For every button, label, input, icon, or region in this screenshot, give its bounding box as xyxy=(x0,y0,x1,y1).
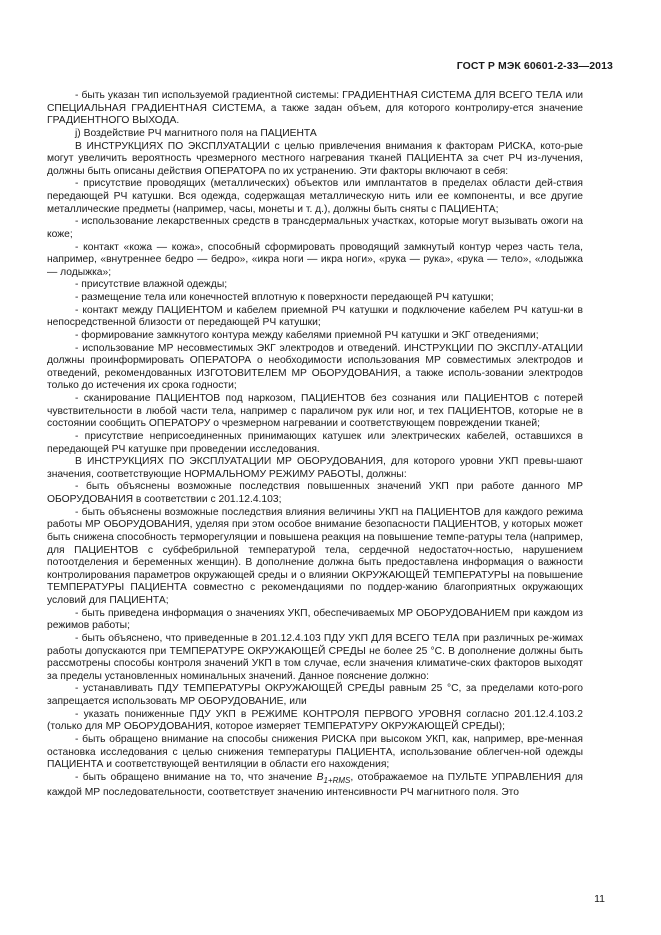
list-item: - контакт между ПАЦИЕНТОМ и кабелем приемной РЧ катушки и подключение кабелем РЧ катуш-ки в непосредственной близости от передающей РЧ катушки; xyxy=(47,304,583,329)
text-before: - быть обращено внимание на то, что значение xyxy=(75,771,317,783)
list-item-b1rms xyxy=(47,772,583,800)
list-item: - использование МР несовместимых ЭКГ электродов и отведений. ИНСТРУКЦИИ ПО ЭКСПЛУ-АТАЦИИ должны проинформировать ОПЕРАТОРА о необходимости использования МР совместимых электродов и отведений, рекомендованных ИЗГОТОВИТЕЛЕМ МР ОБОРУДОВАНИЯ, а также исполь-зовании электродов только до истечения их срока годности; xyxy=(47,342,583,392)
list-item: - присутствие проводящих (металлических) объектов или имплантатов в пределах области дей-ствия передающей РЧ катушки. Вся одежда, содержащая металлическую нить или ее компоненты, и все другие металлические предметы (например, часы, монеты и т. д.), должны быть сняты с ПАЦИЕНТА; xyxy=(47,178,583,215)
b1rms-subscript: 1+RMS xyxy=(323,775,351,785)
list-item: - присутствие неприсоединенных принимающих катушек или электрических кабелей, оставшихся в передающей РЧ катушке при проведении исследования. xyxy=(47,430,583,455)
paragraph: - быть указан тип используемой градиентной системы: ГРАДИЕНТНАЯ СИСТЕМА ДЛЯ ВСЕГО ТЕЛА или СПЕЦИАЛЬНАЯ ГРАДИЕНТНАЯ СИСТЕМА, а также задан объем, для которого контролиру-ется значение ГРАДИЕНТНОГО ВЫХОДА. xyxy=(47,90,583,127)
list-item: - быть обращено внимание на способы снижения РИСКА при высоком УКП, как, например, вре-менная остановка исследования с целью снижения температуры ПАЦИЕНТА, использование облегчен-ной одежды ПАЦИЕНТА и соответствующей вентиляции в области его нахождения; xyxy=(47,733,583,771)
section-heading: j) Воздействие РЧ магнитного поля на ПАЦИЕНТА xyxy=(75,127,317,139)
paragraph: В ИНСТРУКЦИЯХ ПО ЭКСПЛУАТАЦИИ МР ОБОРУДОВАНИЯ, для которого уровни УКП превы-шают значения, соответствующие НОРМАЛЬНОМУ РЕЖИМУ РАБОТЫ, должны: xyxy=(47,456,583,480)
list-item: - устанавливать ПДУ ТЕМПЕРАТУРЫ ОКРУЖАЮЩЕЙ СРЕДЫ равным 25 °С, за пределами кото-рого запрещается использовать МР ОБОРУДОВАНИЕ, или xyxy=(47,683,583,707)
list-item: - использование лекарственных средств в трансдермальных участках, которые могут вызывать ожоги на коже; xyxy=(47,216,583,240)
list-item: - размещение тела или конечностей вплотную к поверхности передающей РЧ катушки; xyxy=(75,292,494,303)
list-item: - быть объяснены возможные последствия повышенных значений УКП при работе данного МР ОБОРУДОВАНИЯ в соответствии с 201.12.4.103; xyxy=(47,481,583,505)
list-item: - быть объяснены возможные последствия влияния величины УКП на ПАЦИЕНТОВ для каждого режима работы МР ОБОРУДОВАНИЯ, уделяя при этом особое внимание безопасности ПАЦИЕНТОВ, у которых может быть снижена способность терморегуляции и повышена реакция на повышение темпе-ратуры тела (например, для ПАЦИЕНТОВ с субфебрильной температурой тела, сердечной недостаточ-ностью, нарушением потоотделения и беременных женщин). В дополнение должна быть предоставлена информация о важности контролирования параметров окружающей среды и о влиянии ОКРУЖАЮЩЕЙ ТЕМПЕРАТУРЫ на повышение ТЕМПЕРАТУРЫ ПАЦИЕНТА совместно с рекомендациями по поддер-жанию благоприятных окружающих условий для ПАЦИЕНТА; xyxy=(47,506,583,606)
list-item: - контакт «кожа — кожа», способный сформировать проводящий замкнутый контур через часть тела, например, «внутреннее бедро — бедро», «икра ноги — икра ноги», «рука — рука», «рука — тело», «лодыжка — лодыжка»; xyxy=(47,241,583,278)
paragraph: В ИНСТРУКЦИЯХ ПО ЭКСПЛУАТАЦИИ с целью привлечения внимания к факторам РИСКА, кото-рые могут увеличить вероятность чрезмерного местного нагревания тканей ПАЦИЕНТА за счет РЧ из-лучения, должны быть описаны действия ОПЕРАТОРА по их устранению. Эти факторы включают в себя: xyxy=(47,140,583,177)
standard-header: ГОСТ Р МЭК 60601-2-33—2013 xyxy=(456,60,613,72)
page-number: 11 xyxy=(594,893,605,905)
list-item: - быть объяснено, что приведенные в 201.12.4.103 ПДУ УКП ДЛЯ ВСЕГО ТЕЛА при различных ре-жимах работы допускаются при ТЕМПЕРАТУРЕ ОКРУЖАЮЩЕЙ СРЕДЫ не более 25 °С. В дополнение должны быть рассмотрены способы контроля значений УКП в том случае, если значения климатиче-ских факторов выходят за пределы установленных номинальных значений. Данное пояснение должно: xyxy=(47,632,583,682)
text-after: , отображаемое на ПУЛЬТЕ УПРАВЛЕНИЯ для каждой МР последовательности, соответствует значению интенсивности РЧ магнитного поля. Это xyxy=(47,771,583,799)
document-body xyxy=(47,90,583,800)
list-item: - сканирование ПАЦИЕНТОВ под наркозом, ПАЦИЕНТОВ без сознания или ПАЦИЕНТОВ с потерей чувствительности в любой части тела, например с параличом рук или ног, и тех ПАЦИЕНТОВ, которые не в состоянии сообщить ОПЕРАТОРУ о чрезмерном нагревании и соответствующем повреждении тканей; xyxy=(47,393,583,430)
list-item: - присутствие влажной одежды; xyxy=(75,279,228,291)
list-item: - формирование замкнутого контура между кабелями приемной РЧ катушки и ЭКГ отведениями; xyxy=(75,329,539,341)
list-item: - быть приведена информация о значениях УКП, обеспечиваемых МР ОБОРУДОВАНИЕМ при каждом из режимов работы; xyxy=(47,607,583,632)
b1rms-symbol: B xyxy=(316,771,324,783)
list-item: - указать пониженные ПДУ УКП в РЕЖИМЕ КОНТРОЛЯ ПЕРВОГО УРОВНЯ согласно 201.12.4.103.2 (только для МР ОБОРУДОВАНИЯ, которое измеряет ТЕМПЕРАТУРУ ОКРУЖАЮЩЕЙ СРЕДЫ); xyxy=(47,708,583,733)
